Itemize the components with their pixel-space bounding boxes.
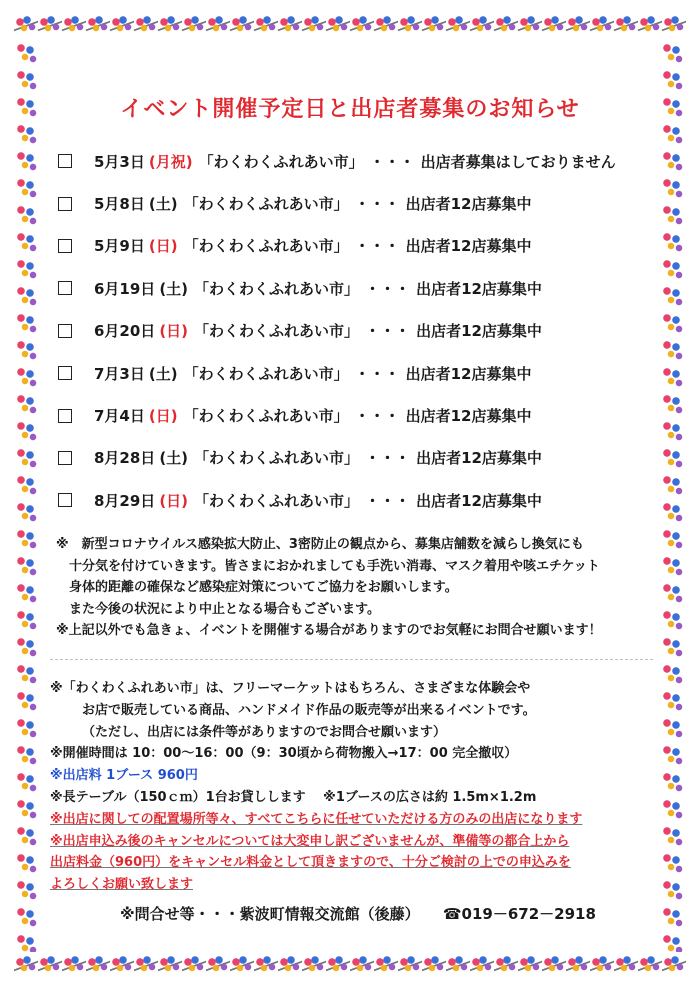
- event-market-name: 「わくわくふれあい市」: [183, 364, 349, 383]
- divider: [50, 659, 653, 660]
- event-status: 出店者募集はしておりません: [420, 152, 616, 171]
- checkbox[interactable]: [58, 493, 72, 507]
- event-dots: ・・・: [354, 237, 400, 256]
- event-list: [58, 140, 658, 522]
- event-status: 出店者12店募集中: [405, 195, 532, 214]
- checkbox[interactable]: [58, 451, 72, 465]
- event-row: [58, 394, 658, 436]
- note-line: また今後の状況により中止となる場合もございます。: [56, 601, 380, 617]
- event-market-name: 「わくわくふれあい市」: [198, 152, 364, 171]
- event-date: 6月20日: [94, 322, 156, 341]
- balloon-border-right: [660, 40, 686, 952]
- info-table: ※長テーブル（150ｃｍ）1台お貸しします ※1ブースの広さは約 1.5m×1.2m: [50, 789, 537, 805]
- event-weekday: (日): [159, 322, 189, 341]
- event-market-name: 「わくわくふれあい市」: [194, 279, 360, 298]
- event-dots: ・・・: [365, 449, 411, 468]
- event-date: 5月9日: [94, 237, 145, 256]
- event-weekday: (土): [159, 449, 189, 468]
- event-dots: ・・・: [369, 152, 415, 171]
- event-date: 8月29日: [94, 491, 156, 510]
- contact-line: [120, 903, 640, 924]
- event-dots: ・・・: [354, 195, 400, 214]
- balloon-border-top: [14, 12, 686, 40]
- checkbox[interactable]: [58, 281, 72, 295]
- phone-number[interactable]: ☎019－672－2918: [442, 905, 596, 923]
- balloon-border-left: [14, 40, 40, 952]
- event-market-name: 「わくわくふれあい市」: [194, 322, 360, 341]
- event-weekday: (月祝): [148, 152, 193, 171]
- note-line: ※上記以外でも急きょ、イベントを開催する場合がありますのでお気軽にお問合せ願います！: [56, 623, 602, 638]
- notes-section: [56, 534, 656, 642]
- event-row: [58, 140, 658, 182]
- note-line: 十分気を付けていきます。皆さまにおかれましても手洗い消毒、マスク着用や咳エチケット: [56, 558, 600, 574]
- event-weekday: (日): [148, 237, 178, 256]
- info-cancel-note: よろしくお願い致します: [50, 877, 194, 893]
- event-weekday: (土): [159, 279, 189, 298]
- event-market-name: 「わくわくふれあい市」: [183, 407, 349, 426]
- event-dots: ・・・: [354, 364, 400, 383]
- checkbox[interactable]: [58, 324, 72, 338]
- event-market-name: 「わくわくふれあい市」: [194, 449, 360, 468]
- event-market-name: 「わくわくふれあい市」: [194, 491, 360, 510]
- event-row: [58, 479, 658, 521]
- event-date: 6月19日: [94, 279, 156, 298]
- event-dots: ・・・: [365, 322, 411, 341]
- event-row: [58, 352, 658, 394]
- event-date: 7月4日: [94, 407, 145, 426]
- event-weekday: (日): [148, 407, 178, 426]
- event-market-name: 「わくわくふれあい市」: [183, 195, 349, 214]
- info-hours: ※開催時間は 10：00～16：00（9：30頃から荷物搬入→17：00 完全撤収）: [50, 746, 518, 762]
- info-fee: ※出店料 1ブース 960円: [50, 768, 198, 784]
- event-dots: ・・・: [365, 279, 411, 298]
- event-row: [58, 437, 658, 479]
- event-status: 出店者12店募集中: [416, 449, 542, 468]
- event-date: 5月8日: [94, 195, 145, 214]
- checkbox[interactable]: [58, 366, 72, 380]
- page-title: イベント開催予定日と出店者募集のお知らせ: [120, 97, 580, 122]
- info-description: お店で販売している商品、ハンドメイド作品の販売等が出来るイベントです。: [82, 702, 536, 718]
- event-dots: ・・・: [365, 491, 411, 510]
- info-section: [50, 678, 655, 896]
- event-dots: ・・・: [354, 407, 400, 426]
- event-status: 出店者12店募集中: [416, 491, 542, 510]
- event-status: 出店者12店募集中: [416, 279, 542, 298]
- event-status: 出店者12店募集中: [405, 237, 532, 256]
- info-cancel-note: 出店料金（960円）をキャンセル料金として頂きますので、十分ご検討の上での申込みを: [50, 855, 571, 871]
- event-date: 7月3日: [94, 364, 145, 383]
- event-date: 5月3日: [94, 152, 145, 171]
- event-date: 8月28日: [94, 449, 156, 468]
- event-status: 出店者12店募集中: [405, 407, 532, 426]
- event-row: [58, 182, 658, 224]
- checkbox[interactable]: [58, 197, 72, 211]
- event-row: [58, 225, 658, 267]
- note-line: ※ 新型コロナウイルス感染拡大防止、3密防止の観点から、募集店舗数を減らし換気にも: [56, 537, 584, 552]
- contact-label: ※問合せ等・・・紫波町情報交流館（後藤）: [120, 905, 420, 923]
- note-line: 身体的距離の確保など感染症対策についてご協力をお願いします。: [56, 580, 458, 595]
- info-placement-note: ※出店に関しての配置場所等々、すべてこちらに任せていただける方のみの出店になります: [50, 811, 583, 827]
- event-market-name: 「わくわくふれあい市」: [183, 237, 349, 256]
- info-condition: （ただし、出店には条件等がありますのでお問合せ願います）: [82, 724, 447, 740]
- event-weekday: (土): [148, 195, 178, 214]
- info-description: ※「わくわくふれあい市」は、フリーマーケットはもちろん、さまざまな体験会や: [50, 681, 531, 696]
- checkbox[interactable]: [58, 154, 72, 168]
- event-row: [58, 310, 658, 352]
- event-weekday: (日): [159, 491, 189, 510]
- checkbox[interactable]: [58, 239, 72, 253]
- checkbox[interactable]: [58, 409, 72, 423]
- event-status: 出店者12店募集中: [416, 322, 542, 341]
- event-weekday: (土): [148, 364, 178, 383]
- balloon-border-bottom: [14, 952, 686, 980]
- event-row: [58, 267, 658, 309]
- info-cancel-note: ※出店申込み後のキャンセルについては大変申し訳ございませんが、準備等の都合上から: [50, 833, 570, 849]
- event-status: 出店者12店募集中: [405, 364, 532, 383]
